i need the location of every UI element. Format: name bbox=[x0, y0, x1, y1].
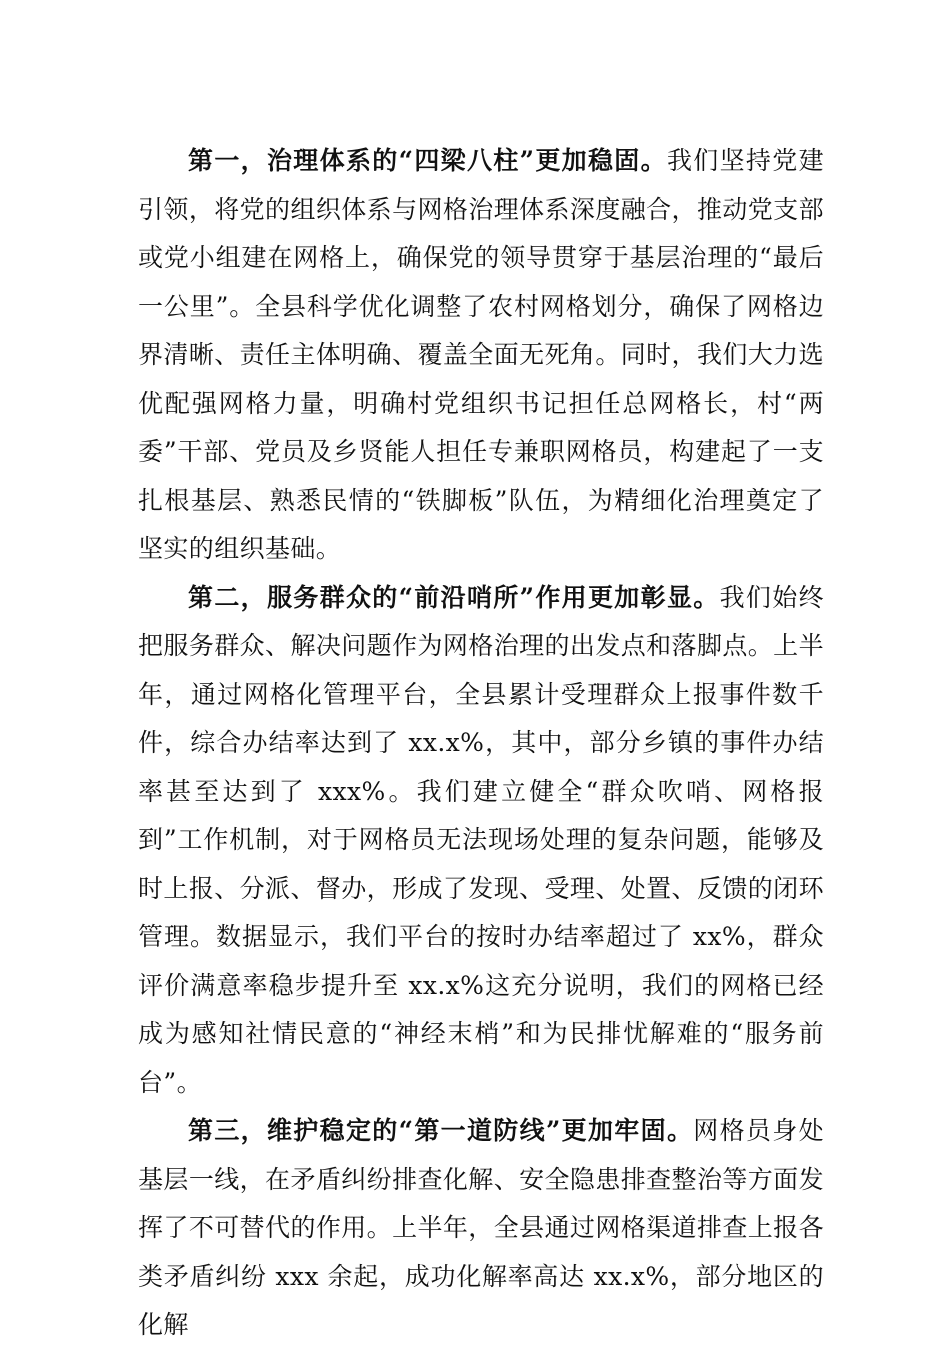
paragraph-3-heading: 第三，维护稳定的“第一道防线”更加牢固。 bbox=[188, 1116, 694, 1145]
paragraph-3-body: 网格员身处基层一线，在矛盾纠纷排查化解、安全隐患排查整治等方面发挥了不可替代的作用。上半年，全县通过网格渠道排查上报各类矛盾纠纷 xxx 余起，成功化解率高达 xx.x%，部分地区的化解 bbox=[138, 1116, 824, 1339]
paragraph-1-body: 我们坚持党建引领，将党的组织体系与网格治理体系深度融合，推动党支部或党小组建在网格上，确保党的领导贯穿于基层治理的“最后一公里”。全县科学优化调整了农村网格划分，确保了网格边界清晰、责任主体明确、覆盖全面无死角。同时，我们大力选优配强网格力量，明确村党组织书记担任总网格长，村“两委”干部、党员及乡贤能人担任专兼职网格员，构建起了一支扎根基层、熟悉民情的“铁脚板”队伍，为精细化治理奠定了坚实的组织基础。 bbox=[138, 146, 824, 563]
paragraph-1 bbox=[138, 137, 824, 574]
paragraph-2-body: 我们始终把服务群众、解决问题作为网格治理的出发点和落脚点。上半年，通过网格化管理平台，全县累计受理群众上报事件数千件，综合办结率达到了 xx.x%，其中，部分乡镇的事件办结率甚至达到了 xxx%。我们建立健全“群众吹哨、网格报到”工作机制，对于网格员无法现场处理的复杂问题，能够及时上报、分派、督办，形成了发现、受理、处置、反馈的闭环管理。数据显示，我们平台的按时办结率超过了 xx%，群众评价满意率稳步提升至 xx.x%这充分说明，我们的网格已经成为感知社情民意的“神经末梢”和为民排忧解难的“服务前台”。 bbox=[138, 582, 824, 1097]
paragraph-2 bbox=[138, 574, 824, 1108]
paragraph-2-heading: 第二，服务群众的“前沿哨所”作用更加彰显。 bbox=[188, 582, 720, 612]
paragraph-1-heading: 第一，治理体系的“四梁八柱”更加稳固。 bbox=[188, 146, 667, 175]
paragraph-3 bbox=[138, 1107, 824, 1350]
document-body bbox=[138, 137, 824, 1350]
